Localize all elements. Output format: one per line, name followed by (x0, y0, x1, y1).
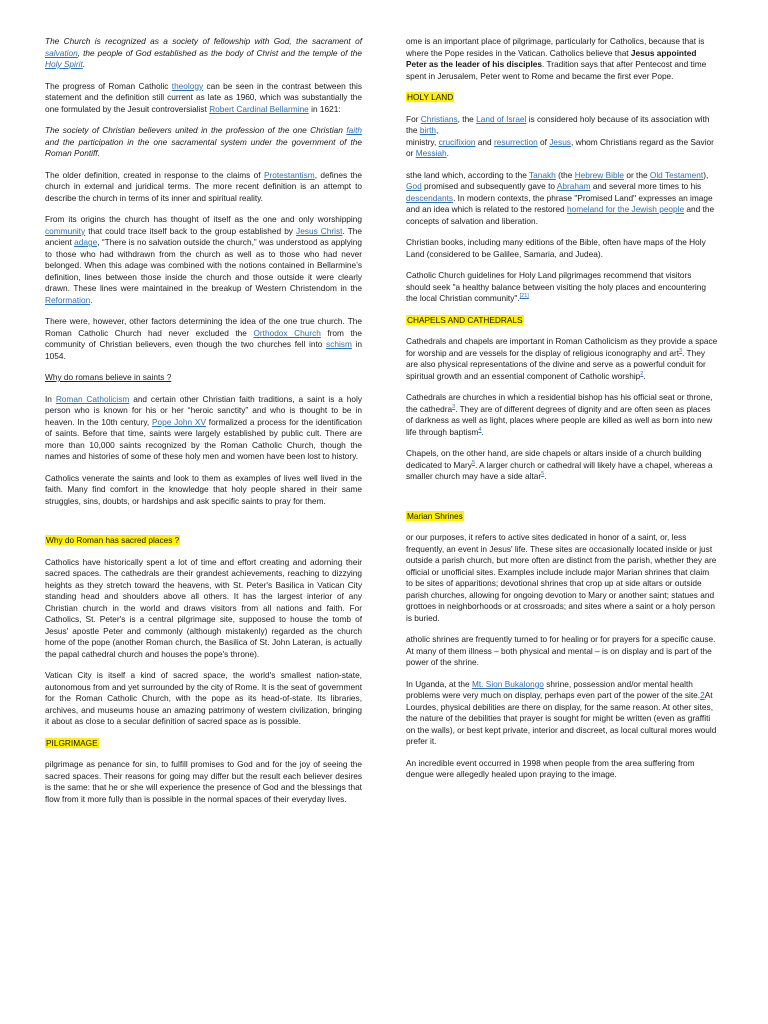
paragraph-saints: In Roman Catholicism and certain other Christian faith traditions, a saint is a holy person who is known for his or her “heroic sanctity” and who is thought to be in heaven. In the 10th century, Pope John XV formalized a process for the identification of saints. Before that time, saints were largely established by public cult. There are more than 10,000 saints recognized by the Roman Catholic Church, though the names and histories of some of these holy men and women have been lost to history. (45, 393, 363, 461)
link-pope-john-xv[interactable]: Pope John XV (151, 416, 206, 427)
link-mt-sion-bukalongo[interactable]: Mt. Sion Bukalongo (471, 678, 544, 689)
link-reformation[interactable]: Reformation (45, 294, 91, 305)
link-orthodox-church[interactable]: Orthodox Church (253, 327, 321, 338)
heading-chapels-cathedrals: CHAPELS AND CATHEDRALS (407, 314, 523, 325)
footnote-4[interactable]: 4 (478, 426, 482, 433)
link-protestantism[interactable]: Protestantism (263, 169, 315, 180)
paragraph-guidelines: Catholic Church guidelines for Holy Land pilgrimages recommend that visitors should seek "a healthy balance between visiting the holy places and encountering the local Christian community".[21] (406, 270, 706, 303)
paragraph-1998-event: An incredible event occurred in 1998 when people from the area suffering from dengue were allegedly healed upon praying to the image. (406, 757, 695, 779)
paragraph-true-church: There were, however, other factors determining the idea of the one true church. The Roman Catholic Church had never excluded the Orthodox Church from the community of Christian believers, even though the two churches fell into schism in 1054. (45, 316, 362, 361)
link-bellarmine[interactable]: Robert Cardinal Bellarmine (209, 103, 309, 114)
paragraph-chapels: Chapels, on the other hand, are side chapels or altars inside of a church building dedicated to Mary$^5$. A larger church or cathedral will likely have a chapel, whereas a smaller church may have a side altar$^5$. (406, 448, 713, 481)
question-saints: Why do romans believe in saints ? (45, 372, 172, 382)
paragraph-rome: ome is an important place of pilgrimage, particularly for Catholics, because that is where the Pope resides in the Vatican. Catholics believe that Jesus appointed Peter as the leader of his disciples. Tradition says that after Pentecost and time spent in Jerusalem, Peter went to Rome and became the first ever Pope. (406, 36, 707, 81)
paragraph-uganda: In Uganda, at the Mt. Sion Bukalongo shrine, possession and/or mental health problems were very much on display, perhaps even part of the power of the site.2At Lourdes, physical debilities are there on display, for the same reason. At other sites, the nature of the debilities that prayer is sought for might be written (even as graffiti on the walls), or best kept private, interior and discreet, as local cultural mores would prefer it. (406, 678, 717, 746)
link-homeland-jewish-people[interactable]: homeland for the Jewish people (566, 204, 685, 214)
paragraph-theology: The progress of Roman Catholic theology can be seen in the contrast between this statement and the definition still current as late as 1960, which was substantially the one formulated by the Jesuit controversialist Robert Cardinal Bellarmine in 1621: (45, 80, 362, 114)
link-abraham[interactable]: Abraham (556, 181, 591, 191)
paragraph-origins: From its origins the church has thought of itself as the one and only worshipping community that could trace itself back to the group established by Jesus Christ. The ancient adage, “There is no salvation outside the church,” was understood as applying to those who had withdrawn from the church as well as to those who had never belonged. When this adage was combined with the notions contained in Bellarmine’s definition, lines between those inside the church and those outside it were clearly drawn. These lines were maintained in the breakup of Western Christendom in the Reformation. (45, 214, 362, 305)
link-jesus-christ[interactable]: Jesus Christ (296, 225, 343, 236)
link-tanakh[interactable]: Tanakh (529, 169, 556, 180)
link-birth[interactable]: birth (419, 125, 436, 135)
question-sacred-places: Why do Roman has sacred places ? (46, 535, 180, 545)
link-faith[interactable]: faith (346, 125, 362, 135)
footnote-3[interactable]: 3 (679, 347, 683, 354)
paragraph-christian-books: Christian books, including many editions of the Bible, often have maps of the Holy Land (considered to be Galilee, Samaria, and Judea). (406, 237, 706, 259)
paragraph-older-definition: The older definition, created in response to the claims of Protestantism, defines the church in external and juridical terms. The more recent definition is an attempt to describe the church in terms of its inner and spiritual reality. (45, 169, 362, 203)
paragraph-promised-land: sthe land which, according to the Tanakh (the Hebrew Bible or the Old Testament), God promised and subsequently gave to Abraham and several more times to his descendants. In modern contexts, the phrase "Promised Land" expresses an image and an idea which is related to the restored homeland for the Jewish people and the concepts of salvation and liberation. (406, 169, 715, 226)
link-crucifixion[interactable]: crucifixion (438, 136, 476, 147)
link-community[interactable]: community (45, 225, 86, 236)
footnote-5[interactable]: 5 (471, 459, 476, 466)
paragraph-vatican-city: Vatican City is itself a kind of sacred space, the world's smallest nation-state, autonomous from and yet surrounded by the city of Rome. It is the seat of government for the Roman Catholic Church, with the pope as its head-of-state. Its libraries, archives, and museums house an amazing patrimony of western civilization, bringing it about as close to a secular definition of sacred space as is possible. (45, 670, 362, 726)
link-resurrection[interactable]: resurrection (493, 136, 538, 147)
paragraph-pilgrimage: pilgrimage as penance for sin, to fulfill promises to God and for the joy of seeing the sacred spaces. Their reasons for going may differ but the result each believer desires is the same: that he or she will experience the presence of God and the blessings that flow from it more fully than is possible in the normal spaces of their everyday lives. (45, 759, 362, 804)
link-roman-catholicism[interactable]: Roman Catholicism (55, 393, 130, 404)
paragraph-shrines: or our purposes, it refers to active sites dedicated in honor of a saint, or, less frequently, an event in Jesus' life. These sites are occasionally located inside or just outside a parish church, but more often are distinct from the parish, whether they are official or unofficial sites. Examples include include major Marian shrines that claim to be sites of apparitions; devotional shrines that crop up at side altars or outside parish churches, allowing for ongoing devotion to Mary or another saint; statues and grottoes in neighborhoods or at crossroads; and sites where a saint or a holy person is buried. (406, 532, 717, 623)
heading-pilgrimage: PILGRIMAGE (46, 737, 98, 748)
paragraph-holy-land: For Christians, the Land of Israel is considered holy because of its association with the birth, ministry, crucifixion and resurrection of Jesus, whom Christians regard as the Savior or Messiah. (406, 113, 714, 158)
paragraph-sacred-spaces: Catholics have historically spent a lot of time and effort creating and adorning their sacred spaces. The cathedrals are their grandest achievements, reaching to dizzying heights as they stretch toward the heavens, with St. Peter's Basilica in Vatican City standing head and shoulders above all others. It has the largest interior of any Christian church in the world and draws visitors from all nations and faith. For Catholics, St. Peter's is a central pilgrimage site, supposed to house the tomb of Jesus' apostle Peter and commonly (although mistakenly) regarded as the church home of the pope (another Roman church, the Basilica of St. John Lateran, is actually the papal cathedral church and houses the pope's throne). (45, 556, 362, 659)
link-christians[interactable]: Christians (420, 113, 458, 124)
paragraph-cathedrals: Cathedrals are churches in which a residential bishop has his official seat or throne, the cathedra$^3$. They are of different degrees of dignity and are often seen as places of darkness as well as light, places where people are killed as well as born into new life through baptism$^4$. (406, 392, 713, 437)
paragraph-cathedrals-chapels: Cathedrals and chapels are important in Roman Catholicism as they provide a space for worship and are vessels for the display of religious iconography and art$^3$. They are also physical representations of the divine and serve as a powerful conduit for spiritual growth and an essential component of Catholic worship$^2$. (406, 336, 718, 381)
bellarmine-quote: The society of Christian believers united in the profession of the one Christian faith and the participation in the one sacramental system under the government of the Roman Pontiff. (45, 125, 362, 158)
left-column (45, 36, 362, 815)
link-old-testament[interactable]: Old Testament (649, 169, 704, 180)
footnote-2b[interactable]: 2 (700, 690, 705, 700)
footnote-2[interactable]: 2 (640, 370, 644, 377)
link-messiah[interactable]: Messiah (415, 148, 447, 158)
link-god[interactable]: God (406, 181, 422, 191)
footnote-5b[interactable]: 5 (541, 471, 545, 478)
paragraph-healing: atholic shrines are frequently turned to for healing or for prayers for a specific cause. At many of them illness – both physical and mental – is on display and is part of the power of the shrine. (406, 634, 716, 667)
footnote-21[interactable]: [21] (519, 293, 529, 300)
heading-marian-shrines: Marian Shrines (407, 510, 463, 521)
link-adage[interactable]: adage (74, 237, 98, 247)
link-schism[interactable]: schism (326, 339, 352, 349)
church-definition-quote: The Church is recognized as a society of fellowship with God, the sacrament of salvation, the people of God established as the body of Christ and the temple of the Holy Spirit. (45, 36, 362, 69)
link-jesus[interactable]: Jesus (549, 136, 571, 147)
link-salvation[interactable]: salvation (45, 47, 78, 58)
link-holy-spirit[interactable]: Holy Spirit (45, 59, 83, 69)
right-column (406, 36, 718, 791)
footnote-3b[interactable]: 3 (452, 403, 456, 410)
heading-holy-land: HOLY LAND (407, 92, 454, 102)
link-descendants[interactable]: descendants (406, 192, 454, 203)
link-theology[interactable]: theology (171, 80, 204, 91)
link-hebrew-bible[interactable]: Hebrew Bible (574, 169, 625, 180)
link-land-of-israel[interactable]: Land of Israel (476, 113, 527, 124)
paragraph-venerate: Catholics venerate the saints and look to them as examples of lives well lived in the faith. Many find comfort in the knowledge that holy people shared in their same struggles, sins, doubts, or hardships and ask specific saints to pray for them. (45, 472, 362, 506)
